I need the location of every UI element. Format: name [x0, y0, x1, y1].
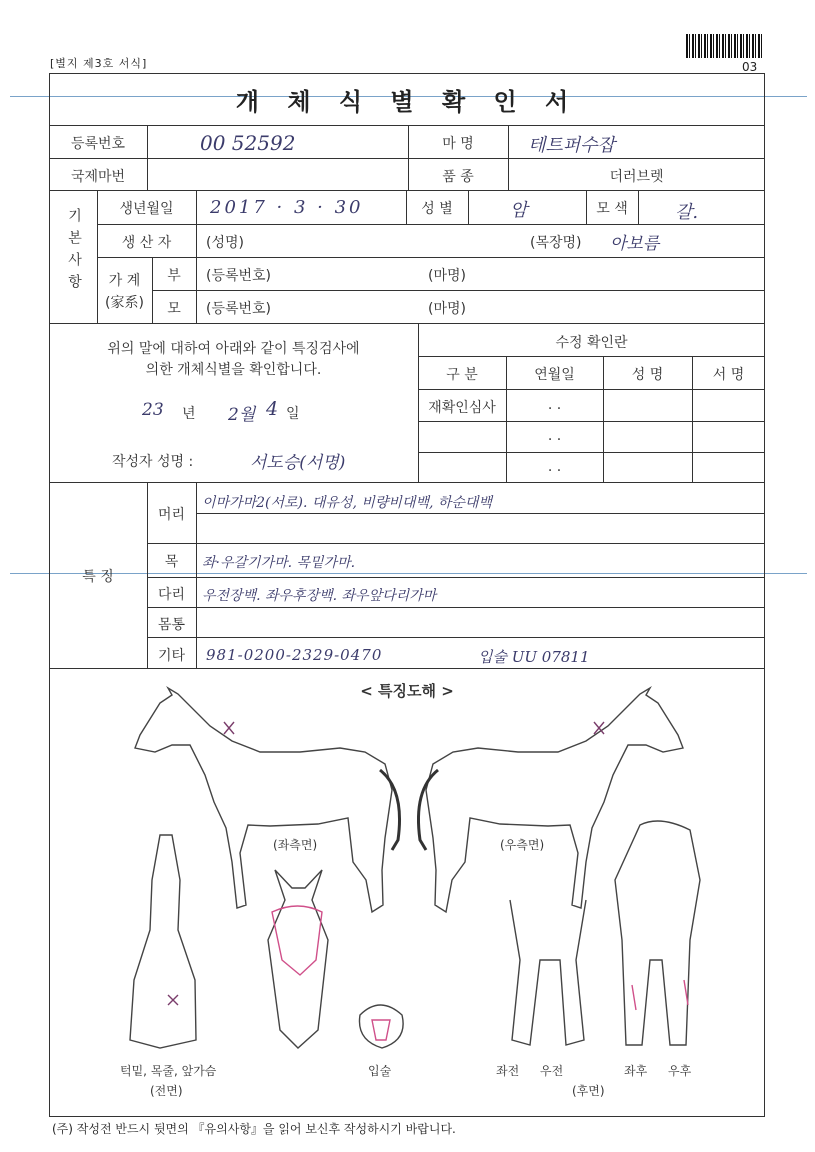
other-label: 기타	[157, 648, 186, 664]
horse-rear-view-outline	[615, 821, 700, 1045]
sire-reg-no-label: (등록번호)	[206, 268, 272, 284]
producer-label: 생 산 자	[121, 235, 172, 251]
form-number-label: [별지 제3호 서식]	[50, 57, 148, 70]
breed-label: 품 종	[442, 169, 474, 185]
body-label: 몸통	[157, 617, 186, 633]
horse-left-side-outline	[135, 688, 392, 912]
sire-label: 부	[167, 268, 181, 284]
sex-label: 성 별	[421, 201, 453, 217]
revision-title: 수정 확인란	[555, 335, 628, 351]
hind-left-label: 좌후	[624, 1064, 648, 1078]
author-signature: 서도승(서명)	[250, 453, 346, 473]
other-value-lip-tattoo: 입술 UU 07811	[478, 648, 590, 666]
horse-lips-outline	[359, 1005, 403, 1048]
front-caption: 턱밑, 목줄, 앞가슴	[120, 1064, 217, 1078]
date-year-label: 년	[182, 406, 196, 422]
author-label: 작성자 성명 :	[112, 454, 194, 470]
neck-value: 좌·우갈기가마. 목밑가마.	[202, 555, 356, 571]
intl-name-label: 국제마번	[70, 169, 126, 185]
rear-label: (후면)	[572, 1084, 605, 1098]
revision-col-date: 연월일	[534, 367, 575, 383]
dam-label: 모	[167, 301, 181, 317]
dam-name-label: (마명)	[428, 301, 466, 317]
revision-col-category: 구 분	[446, 367, 478, 383]
horse-name-label: 마 명	[442, 136, 474, 152]
form-title: 개 체 식 별 확 인 서	[235, 88, 579, 116]
diagram-title: < 특징도해 >	[360, 682, 454, 700]
fore-left-label: 좌전	[496, 1064, 520, 1078]
breed-value: 더러브렛	[609, 169, 664, 185]
revision-date-2: . .	[547, 428, 562, 444]
dam-reg-no-label: (등록번호)	[206, 301, 272, 317]
page-code: 03	[742, 60, 758, 74]
revision-date-1: . .	[547, 397, 562, 413]
horse-head-front-outline	[268, 870, 328, 1048]
left-side-label: (좌측면)	[273, 838, 318, 852]
horse-name-value: 테트퍼수잡	[528, 135, 615, 156]
producer-name-label: (성명)	[206, 235, 244, 251]
head-value: 이마가마2(서로). 대유성, 비량비대백, 하순대백	[202, 495, 492, 511]
coat-label: 모 색	[596, 201, 628, 217]
coat-value: 갈.	[675, 202, 699, 223]
neck-label: 목	[164, 554, 179, 570]
revision-row-category: 재확인심사	[428, 400, 496, 416]
ranch-label: (목장명)	[530, 235, 582, 251]
sire-name-label: (마명)	[428, 268, 466, 284]
horse-fore-legs-outline	[510, 900, 586, 1045]
features-section-label: 특 징	[82, 569, 114, 585]
sex-value: 암	[510, 200, 528, 221]
front-label: (전면)	[150, 1084, 183, 1098]
date-day: 4	[266, 398, 279, 420]
footer-note: (주) 작성전 반드시 뒷면의 『유의사항』을 읽어 보신후 작성하시기 바랍니다.	[52, 1122, 456, 1136]
revision-col-name: 성 명	[631, 367, 664, 383]
date-year: 23	[142, 400, 164, 420]
date-month: 2월	[228, 405, 256, 425]
ranch-value: 아보름	[610, 234, 660, 254]
statement-line-2: 의한 개체식별을 확인합니다.	[145, 362, 322, 378]
reg-no-label: 등록번호	[70, 136, 126, 152]
birth-value: 2017 · 3 · 30	[210, 197, 364, 218]
other-value-microchip: 981-0200-2329-0470	[206, 646, 383, 664]
legs-label: 다리	[157, 587, 186, 603]
date-day-label: 일	[286, 406, 300, 422]
hind-right-label: 우후	[668, 1064, 692, 1078]
head-label: 머리	[157, 507, 186, 523]
right-side-label: (우측면)	[500, 838, 545, 852]
statement-line-1: 위의 말에 대하여 아래와 같이 특징검사에	[107, 341, 360, 357]
reg-no-value: 00 52592	[200, 131, 296, 155]
revision-col-sign: 서 명	[712, 367, 745, 383]
family-hanja: (家系)	[105, 295, 144, 311]
horse-right-side-outline	[426, 688, 683, 912]
horse-front-view-outline	[130, 835, 196, 1048]
family-label: 가 계	[108, 273, 141, 289]
revision-date-3: . .	[547, 459, 562, 475]
basic-section-text: 기본사항	[66, 208, 82, 296]
lips-label: 입술	[368, 1064, 392, 1078]
birth-label: 생년월일	[119, 201, 174, 217]
legs-value: 우전장백. 좌우후장백. 좌우앞다리가마	[202, 588, 437, 604]
fore-right-label: 우전	[540, 1064, 564, 1078]
